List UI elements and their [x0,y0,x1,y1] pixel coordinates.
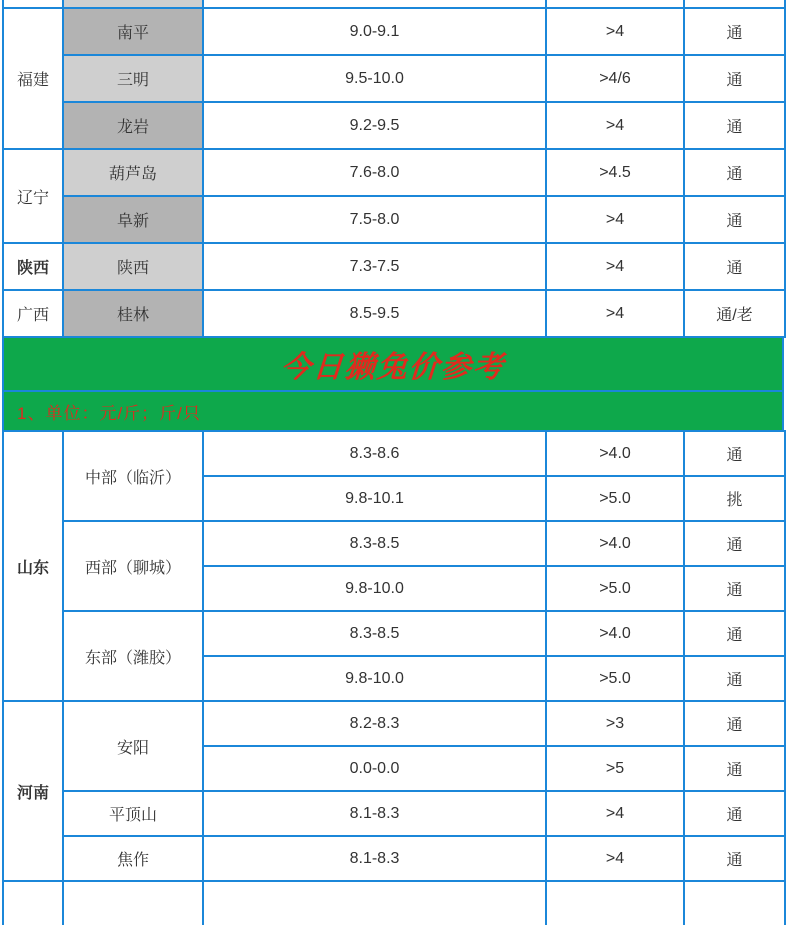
weight-cell [546,0,684,8]
price-cell: 8.1-8.3 [203,836,546,881]
table-row [3,836,785,881]
weight-cell [546,881,684,925]
type-cell: 通 [684,656,785,701]
table-row [3,611,785,656]
price-cell: 7.5-8.0 [203,196,546,243]
unit-note: 1、单位：元/斤；斤/只 [17,403,201,423]
price-cell: 8.2-8.3 [203,701,546,746]
price-table-top [2,0,786,338]
type-cell: 通 [684,243,785,290]
province-cell: 河南 [3,701,63,881]
table-row [3,521,785,566]
price-cell: 8.1-8.3 [203,791,546,836]
area-cell: 中部（临沂） [63,431,203,521]
province-cell: 广西 [3,290,63,337]
price-table-bottom [2,430,786,925]
type-cell: 通 [684,102,785,149]
weight-cell: >4 [546,243,684,290]
type-cell: 通 [684,836,785,881]
province-cell: 辽宁 [3,149,63,243]
area-cell: 焦作 [63,836,203,881]
table-row [3,196,785,243]
weight-cell: >5.0 [546,566,684,611]
area-cell: 安阳 [63,701,203,791]
type-cell: 通/老 [684,290,785,337]
price-cell: 9.0-9.1 [203,8,546,55]
type-cell: 通 [684,8,785,55]
province-cell: 山东 [3,431,63,701]
price-cell: 9.8-10.0 [203,566,546,611]
table-row-partial [3,0,785,8]
weight-cell: >4.0 [546,611,684,656]
weight-cell: >4 [546,196,684,243]
price-cell [203,0,546,8]
type-cell: 挑 [684,476,785,521]
price-cell: 8.5-9.5 [203,290,546,337]
price-cell: 8.3-8.6 [203,431,546,476]
city-cell: 桂林 [63,290,203,337]
city-cell: 陕西 [63,243,203,290]
weight-cell: >4 [546,8,684,55]
type-cell: 通 [684,149,785,196]
price-cell: 7.3-7.5 [203,243,546,290]
price-cell: 8.3-8.5 [203,521,546,566]
province-cell: 陕西 [3,243,63,290]
banner-unit-bar [2,392,784,430]
area-cell: 东部（潍胶） [63,611,203,701]
city-cell: 阜新 [63,196,203,243]
area-cell: 西部（聊城） [63,521,203,611]
price-cell: 0.0-0.0 [203,746,546,791]
weight-cell: >4/6 [546,55,684,102]
type-cell: 通 [684,566,785,611]
city-cell: 葫芦岛 [63,149,203,196]
city-cell [63,881,203,925]
province-cell: 福建 [3,8,63,149]
table-row [3,55,785,102]
province-cell [3,0,63,8]
type-cell [684,0,785,8]
type-cell: 通 [684,611,785,656]
banner-title-bar [2,338,784,392]
area-cell: 平顶山 [63,791,203,836]
weight-cell: >4 [546,836,684,881]
weight-cell: >4 [546,102,684,149]
table-row [3,701,785,746]
price-cell: 8.3-8.5 [203,611,546,656]
price-cell: 9.2-9.5 [203,102,546,149]
price-cell: 9.8-10.0 [203,656,546,701]
weight-cell: >4.0 [546,431,684,476]
price-cell: 7.6-8.0 [203,149,546,196]
weight-cell: >4.5 [546,149,684,196]
table-row [3,290,785,337]
weight-cell: >4 [546,290,684,337]
table-row [3,431,785,476]
price-cell [203,881,546,925]
price-cell: 9.8-10.1 [203,476,546,521]
table-row [3,243,785,290]
price-cell: 9.5-10.0 [203,55,546,102]
table-row [3,102,785,149]
city-cell: 三明 [63,55,203,102]
type-cell: 通 [684,791,785,836]
type-cell [684,881,785,925]
type-cell: 通 [684,431,785,476]
table-row [3,149,785,196]
weight-cell: >4.0 [546,521,684,566]
banner-title: 今日獭兔价参考 [279,351,506,384]
table-row [3,8,785,55]
weight-cell: >5 [546,746,684,791]
city-cell: 南平 [63,8,203,55]
table-row-partial [3,881,785,925]
type-cell: 通 [684,521,785,566]
type-cell: 通 [684,55,785,102]
weight-cell: >3 [546,701,684,746]
type-cell: 通 [684,746,785,791]
type-cell: 通 [684,196,785,243]
province-cell [3,881,63,925]
city-cell: 龙岩 [63,102,203,149]
table-row [3,791,785,836]
weight-cell: >4 [546,791,684,836]
city-cell [63,0,203,8]
weight-cell: >5.0 [546,476,684,521]
type-cell: 通 [684,701,785,746]
weight-cell: >5.0 [546,656,684,701]
